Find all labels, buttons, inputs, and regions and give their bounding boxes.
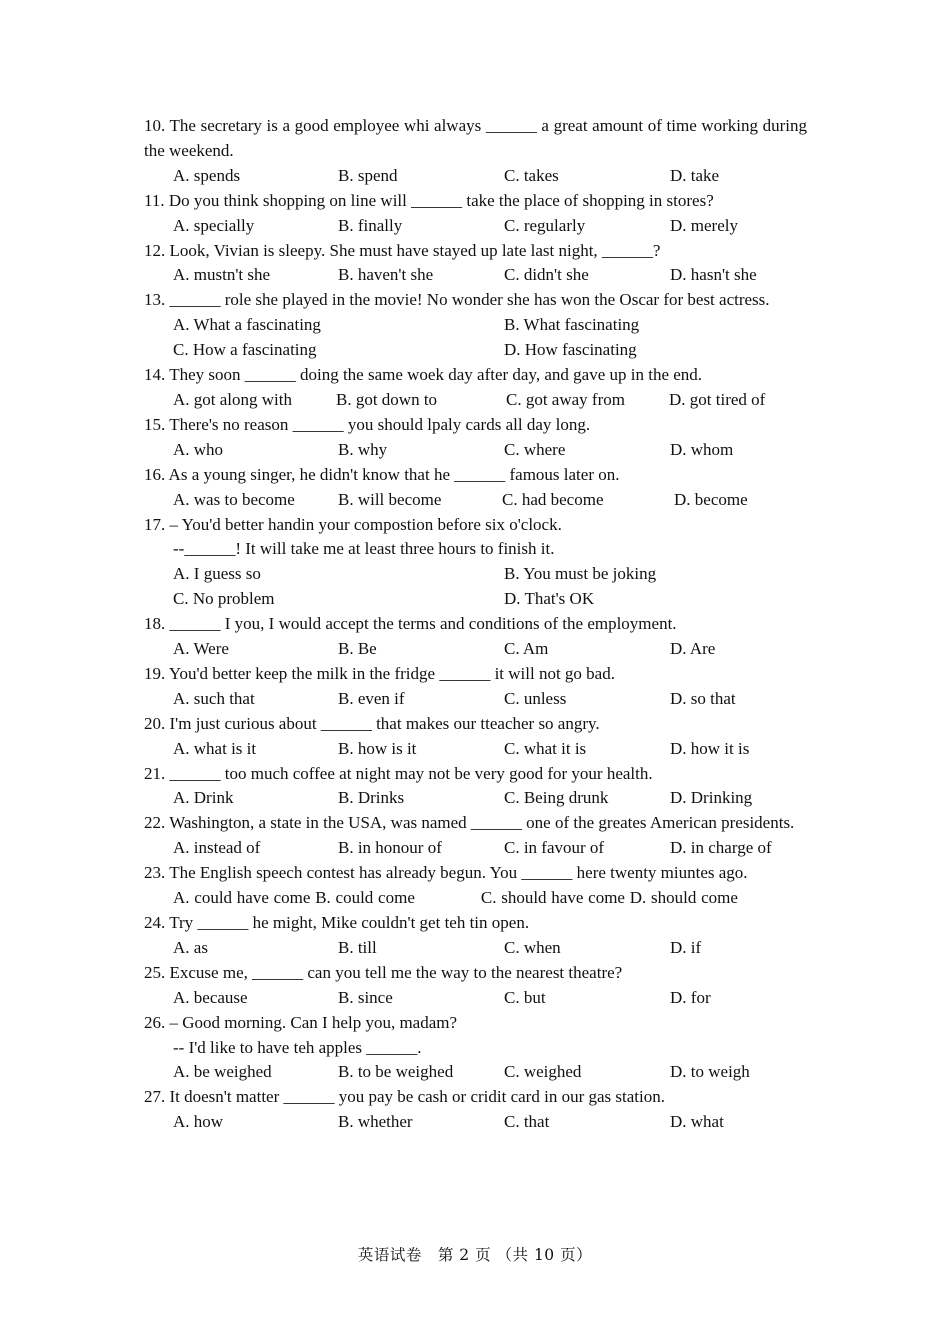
option-c: C. How a fascinating xyxy=(173,340,317,360)
option-b: B. haven't she xyxy=(338,265,434,285)
options-row xyxy=(144,936,807,961)
option-c: C. but xyxy=(504,987,546,1007)
option-c: C. No problem xyxy=(173,589,275,609)
option-a: A. how xyxy=(173,1112,224,1132)
option-c: C. didn't she xyxy=(504,265,589,285)
option-c: C. Being drunk xyxy=(504,788,609,808)
option-a: A. who xyxy=(173,439,224,459)
option-d: D. what xyxy=(670,1112,724,1132)
option-c: C. had become xyxy=(502,489,604,509)
question-16 xyxy=(144,463,807,513)
option-a: A. could have come xyxy=(173,888,311,908)
options-grid xyxy=(144,313,807,363)
options-row xyxy=(144,836,807,861)
option-a: A. Drink xyxy=(173,788,234,808)
option-c: C. what it is xyxy=(504,738,587,758)
question-22 xyxy=(144,811,807,861)
question-stem: 12. Look, Vivian is sleepy. She must have stayed up late last night, ______? xyxy=(144,240,661,260)
option-b: B. got down to xyxy=(336,389,438,409)
option-d: D. take xyxy=(670,165,720,185)
question-stem: 17. – You'd better handin your compostion before six o'clock. xyxy=(144,514,562,534)
options-row xyxy=(144,263,807,288)
question-stem: 11. Do you think shopping on line will ______ take the place of shopping in stores? xyxy=(144,190,714,210)
option-d: D. hasn't she xyxy=(670,265,757,285)
question-18 xyxy=(144,612,807,662)
option-b: B. whether xyxy=(338,1112,413,1132)
option-a: A. was to become xyxy=(173,489,295,509)
question-stem: 27. It doesn't matter ______ you pay be cash or cridit card in our gas station. xyxy=(144,1087,665,1107)
option-d: D. How fascinating xyxy=(504,340,637,360)
options-grid xyxy=(144,562,807,612)
option-b: B. Drinks xyxy=(338,788,405,808)
question-14 xyxy=(144,363,807,413)
question-response-line: -- I'd like to have teh apples ______. xyxy=(173,1037,422,1057)
option-b: B. since xyxy=(338,987,393,1007)
question-stem: 20. I'm just curious about ______ that makes our tteacher so angry. xyxy=(144,713,600,733)
exam-page xyxy=(144,114,807,1135)
question-response-line: --______! It will take me at least three hours to finish it. xyxy=(173,539,555,559)
option-b: B. why xyxy=(338,439,388,459)
option-d: D. should come xyxy=(629,888,738,908)
question-15 xyxy=(144,413,807,463)
option-c: C. takes xyxy=(504,165,559,185)
option-a: A. What a fascinating xyxy=(173,315,321,335)
option-a: A. specially xyxy=(173,215,255,235)
options-row xyxy=(144,886,807,911)
option-b: B. will become xyxy=(338,489,442,509)
question-stem: 16. As a young singer, he didn't know that he ______ famous later on. xyxy=(144,464,620,484)
option-c: C. unless xyxy=(504,688,567,708)
options-row xyxy=(144,737,807,762)
option-c: C. weighed xyxy=(504,1062,582,1082)
question-stem: 23. The English speech contest has already begun. You ______ here twenty miuntes ago. xyxy=(144,863,748,883)
question-26 xyxy=(144,1011,807,1086)
options-row xyxy=(144,164,807,189)
option-d: D. in charge of xyxy=(670,838,772,858)
question-25 xyxy=(144,961,807,1011)
option-c: C. where xyxy=(504,439,566,459)
option-a: A. spends xyxy=(173,165,241,185)
option-b: B. how is it xyxy=(338,738,417,758)
option-a: A. mustn't she xyxy=(173,265,271,285)
question-20 xyxy=(144,712,807,762)
option-a: A. what is it xyxy=(173,738,257,758)
question-stem: 19. You'd better keep the milk in the fridge ______ it will not go bad. xyxy=(144,663,615,683)
option-d: D. for xyxy=(670,987,711,1007)
option-c: C. got away from xyxy=(506,389,625,409)
question-stem: 26. – Good morning. Can I help you, madam? xyxy=(144,1012,458,1032)
option-d: D. how it is xyxy=(670,738,750,758)
question-stem: 22. Washington, a state in the USA, was named ______ one of the greates American presidents. xyxy=(144,813,795,833)
option-b: B. in honour of xyxy=(338,838,442,858)
question-27 xyxy=(144,1085,807,1135)
option-d: D. got tired of xyxy=(669,389,766,409)
options-row xyxy=(144,214,807,239)
option-d: D. become xyxy=(674,489,748,509)
question-stem: 18. ______ I you, I would accept the terms and conditions of the employment. xyxy=(144,614,677,634)
options-row xyxy=(144,438,807,463)
question-19 xyxy=(144,662,807,712)
option-c: C. that xyxy=(504,1112,550,1132)
option-d: D. whom xyxy=(670,439,734,459)
option-b: B. Be xyxy=(338,639,377,659)
option-c: C. in favour of xyxy=(504,838,605,858)
question-12 xyxy=(144,239,807,289)
option-b: B. spend xyxy=(338,165,398,185)
question-stem: 14. They soon ______ doing the same woek day after day, and gave up in the end. xyxy=(144,365,703,385)
option-c: C. Am xyxy=(504,639,549,659)
option-a: A. such that xyxy=(173,688,255,708)
question-stem: 15. There's no reason ______ you should lpaly cards all day long. xyxy=(144,414,591,434)
option-b: B. even if xyxy=(338,688,405,708)
question-stem: 25. Excuse me, ______ can you tell me the way to the nearest theatre? xyxy=(144,962,623,982)
option-d: D. if xyxy=(670,937,702,957)
option-a: A. instead of xyxy=(173,838,261,858)
options-row xyxy=(144,687,807,712)
option-d: D. Are xyxy=(670,639,716,659)
option-b: B. till xyxy=(338,937,377,957)
option-b: B. to be weighed xyxy=(338,1062,454,1082)
question-13 xyxy=(144,288,807,363)
options-row xyxy=(144,986,807,1011)
question-stem: 21. ______ too much coffee at night may not be very good for your health. xyxy=(144,763,653,783)
question-stem: 13. ______ role she played in the movie! No wonder she has won the Oscar for best actress. xyxy=(144,290,770,310)
option-d: D. That's OK xyxy=(504,589,595,609)
page-footer: 英语试卷 第 2 页 （共 10 页） xyxy=(357,1246,593,1264)
options-row xyxy=(144,1060,807,1085)
option-b: B. finally xyxy=(338,215,403,235)
question-24 xyxy=(144,911,807,961)
option-c: C. regularly xyxy=(504,215,586,235)
option-a: A. got along with xyxy=(173,389,292,409)
options-row xyxy=(144,637,807,662)
option-a: A. as xyxy=(173,937,208,957)
option-a: A. Were xyxy=(173,639,229,659)
question-21 xyxy=(144,762,807,812)
option-a: A. because xyxy=(173,987,248,1007)
question-23 xyxy=(144,861,807,911)
option-d: D. to weigh xyxy=(670,1062,750,1082)
option-c: C. should have come xyxy=(480,888,625,908)
option-b: B. What fascinating xyxy=(504,315,640,335)
option-b: B. could come xyxy=(315,888,415,908)
question-10 xyxy=(144,114,807,189)
question-17 xyxy=(144,513,807,613)
option-d: D. merely xyxy=(670,215,738,235)
question-11 xyxy=(144,189,807,239)
option-a: A. I guess so xyxy=(173,564,261,584)
option-a: A. be weighed xyxy=(173,1062,272,1082)
options-row xyxy=(144,388,807,413)
option-d: D. so that xyxy=(670,688,736,708)
option-b: B. You must be joking xyxy=(504,564,657,584)
options-row xyxy=(144,786,807,811)
options-row xyxy=(144,1110,807,1135)
option-c: C. when xyxy=(504,937,561,957)
option-d: D. Drinking xyxy=(670,788,753,808)
question-stem: 24. Try ______ he might, Mike couldn't get teh tin open. xyxy=(144,913,530,932)
question-stem: 10. The secretary is a good employee whi always ______ a great amount of time working during the weekend. xyxy=(144,116,807,160)
options-row xyxy=(144,488,807,513)
